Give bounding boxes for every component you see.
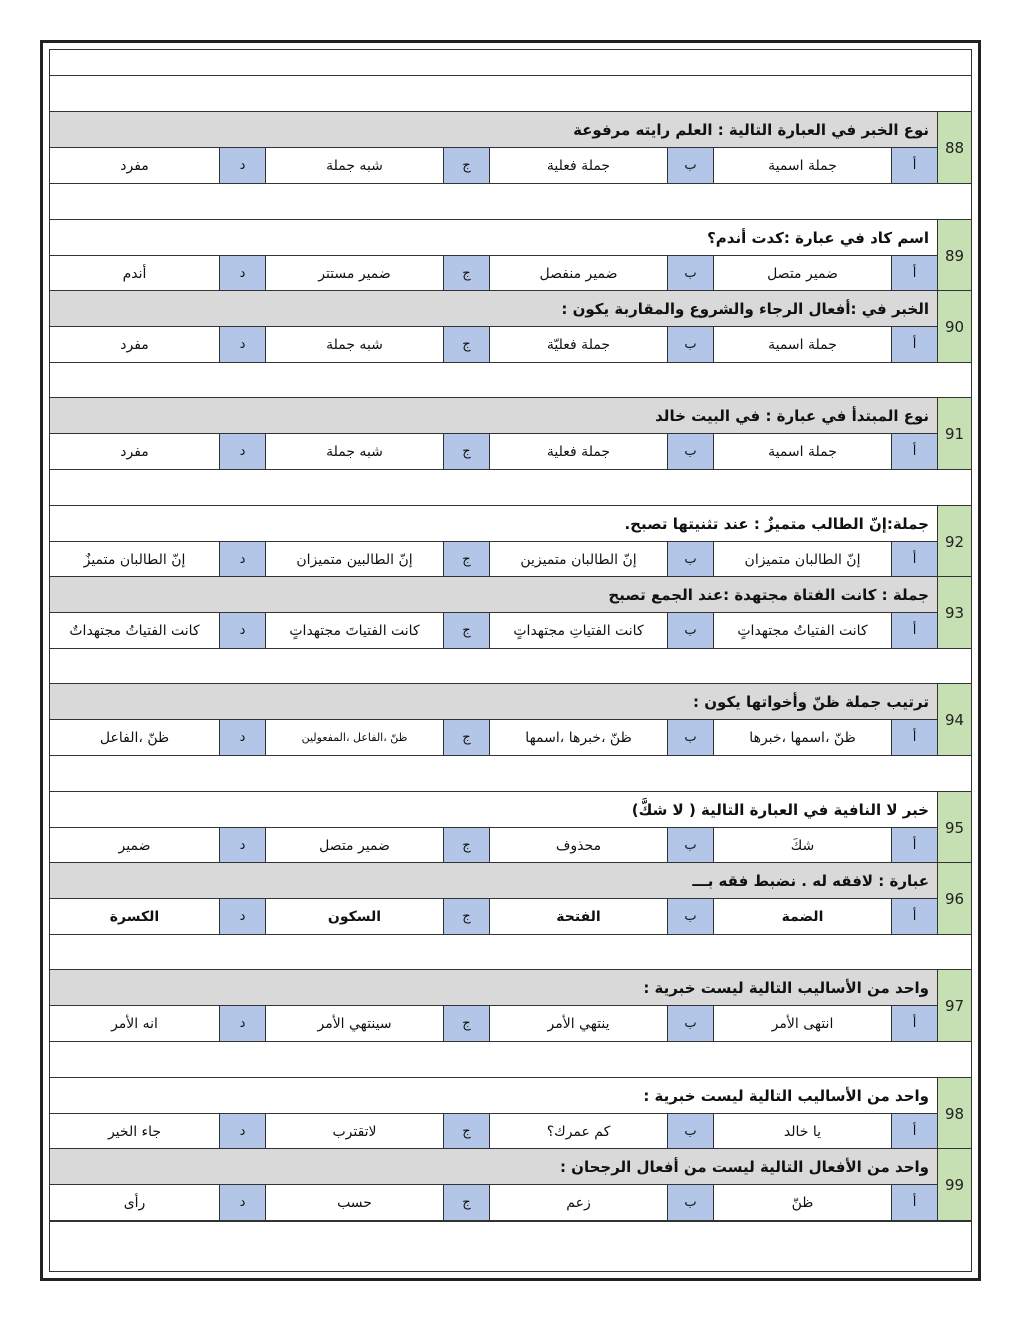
options-row — [50, 1185, 937, 1221]
question-text: نوع المبتدأ في عبارة : في البيت خالد — [50, 397, 937, 434]
option-letter: أ — [891, 256, 937, 291]
answer-option[interactable]: سينتهي الأمر — [265, 1006, 443, 1041]
question-text: اسم كاد في عبارة :كدت أندم؟ — [50, 219, 937, 256]
question-number: 95 — [937, 791, 971, 864]
option-letter: ب — [667, 434, 713, 469]
option-letter: ب — [667, 327, 713, 362]
answer-option[interactable]: الفتحة — [489, 899, 667, 934]
options-row — [50, 256, 937, 292]
options-row — [50, 1114, 937, 1150]
answer-option[interactable]: كانت الفتياتَ مجتهداتٍ — [265, 613, 443, 648]
option-letter: ب — [667, 148, 713, 183]
option-letter: ج — [443, 256, 489, 291]
option-letter: ج — [443, 613, 489, 648]
option-letter: د — [219, 148, 265, 183]
question-number: 93 — [937, 576, 971, 649]
option-letter: ب — [667, 1006, 713, 1041]
option-letter: أ — [891, 899, 937, 934]
answer-option[interactable]: ضمير مستتر — [265, 256, 443, 291]
answer-option[interactable]: جملة اسمية — [713, 434, 891, 469]
answer-option[interactable]: ظنّ — [713, 1185, 891, 1220]
option-letter: أ — [891, 434, 937, 469]
option-letter: ب — [667, 542, 713, 577]
option-letter: ج — [443, 542, 489, 577]
option-letter: أ — [891, 1114, 937, 1149]
option-letter: أ — [891, 1185, 937, 1220]
answer-option[interactable]: إنّ الطالبان متميزان — [713, 542, 891, 577]
answer-option[interactable]: جملة اسمية — [713, 148, 891, 183]
question-number: 98 — [937, 1077, 971, 1150]
question-text: خبر لا النافية في العبارة التالية ( لا شكَّ) — [50, 791, 937, 828]
answer-option[interactable]: أندم — [122, 265, 147, 282]
options-row — [50, 828, 937, 864]
option-letter: ب — [667, 1185, 713, 1220]
options-row — [50, 434, 937, 470]
option-letter: ج — [443, 720, 489, 755]
options-row — [50, 1006, 937, 1042]
options-row — [50, 327, 937, 363]
answer-option[interactable]: لاتقترب — [265, 1114, 443, 1149]
question-number: 88 — [937, 111, 971, 184]
answer-option[interactable]: ظنّ ،الفاعل ،المفعولين — [265, 720, 443, 755]
answer-option[interactable]: ضمير متصل — [265, 828, 443, 863]
answer-option[interactable]: انتهى الأمر — [713, 1006, 891, 1041]
answer-option[interactable]: جملة اسمية — [713, 327, 891, 362]
question-text: عبارة : لافقه له . نضبط فقه بـــ — [50, 862, 937, 899]
option-letter: د — [219, 256, 265, 291]
answer-option[interactable]: شبه جملة — [265, 327, 443, 362]
answer-option[interactable]: كانت الفتياتُ مجتهداتٌ — [69, 622, 200, 639]
options-row — [50, 720, 937, 756]
answer-option[interactable]: كانت الفتياتِ مجتهداتٍ — [489, 613, 667, 648]
option-letter: أ — [891, 327, 937, 362]
option-letter: أ — [891, 542, 937, 577]
answer-option[interactable]: جملة فعليّة — [489, 327, 667, 362]
answer-option[interactable]: يا خالد — [713, 1114, 891, 1149]
question-number: 94 — [937, 683, 971, 756]
option-letter: أ — [891, 828, 937, 863]
option-letter: أ — [891, 720, 937, 755]
answer-option[interactable]: مفرد — [120, 336, 149, 353]
option-letter: ج — [443, 1114, 489, 1149]
option-letter: د — [219, 720, 265, 755]
answer-option[interactable]: زعم — [489, 1185, 667, 1220]
question-text: واحد من الأفعال التالية ليست من أفعال الرجحان : — [50, 1148, 937, 1185]
question-number: 89 — [937, 219, 971, 292]
option-letter: د — [219, 1114, 265, 1149]
option-letter: ج — [443, 828, 489, 863]
option-letter: ج — [443, 148, 489, 183]
row-divider — [50, 1221, 971, 1222]
answer-option[interactable]: ظنّ ،خبرها ،اسمها — [489, 720, 667, 755]
question-table — [49, 49, 972, 1272]
question-number: 96 — [937, 862, 971, 935]
option-letter: ج — [443, 899, 489, 934]
answer-option[interactable]: إنّ الطالبين متميزان — [265, 542, 443, 577]
question-text: جملة : كانت الفتاة مجتهدة :عند الجمع تصبح — [50, 576, 937, 613]
question-text: ترتيب جملة ظنّ وأخواتها يكون : — [50, 683, 937, 720]
answer-option[interactable]: جملة فعلية — [489, 148, 667, 183]
question-number: 91 — [937, 397, 971, 470]
answer-option[interactable]: شبه جملة — [265, 148, 443, 183]
answer-option[interactable]: جملة فعلية — [489, 434, 667, 469]
question-text: جملة:إنّ الطالب متميزٌ : عند تثنيتها تصبح. — [50, 505, 937, 542]
option-letter: د — [219, 434, 265, 469]
answer-option[interactable]: جاء الخير — [107, 1123, 162, 1140]
question-text: نوع الخبر في العبارة التالية : العلم رايته مرفوعة — [50, 111, 937, 148]
question-text: الخبر في :أفعال الرجاء والشروع والمقاربة يكون : — [50, 290, 937, 327]
option-letter: أ — [891, 613, 937, 648]
option-letter: أ — [891, 148, 937, 183]
answer-option[interactable]: انه الأمر — [111, 1015, 158, 1032]
question-number: 90 — [937, 290, 971, 363]
option-letter: ب — [667, 613, 713, 648]
question-number: 97 — [937, 969, 971, 1042]
answer-option[interactable]: مفرد — [120, 157, 149, 174]
answer-option[interactable]: كم عمرك؟ — [489, 1114, 667, 1149]
option-letter: د — [219, 327, 265, 362]
option-letter: د — [219, 1006, 265, 1041]
answer-option[interactable]: ضمير منفصل — [489, 256, 667, 291]
answer-option[interactable]: مفرد — [120, 443, 149, 460]
question-text: واحد من الأساليب التالية ليست خبرية : — [50, 969, 937, 1006]
answer-option[interactable]: إنّ الطالبان متميزين — [489, 542, 667, 577]
option-letter: ب — [667, 256, 713, 291]
option-letter: ج — [443, 327, 489, 362]
answer-option[interactable]: ظنّ ،الفاعل — [99, 729, 170, 746]
answer-option[interactable]: ضمير متصل — [713, 256, 891, 291]
option-letter: ب — [667, 720, 713, 755]
answer-option[interactable]: ظنّ ،اسمها ،خبرها — [713, 720, 891, 755]
option-letter: ج — [443, 1006, 489, 1041]
answer-option[interactable]: شكَ — [713, 828, 891, 863]
options-row — [50, 148, 937, 184]
answer-option[interactable]: ضمير — [118, 837, 151, 854]
option-letter: د — [219, 613, 265, 648]
option-letter: ج — [443, 1185, 489, 1220]
option-letter: ب — [667, 1114, 713, 1149]
answer-option[interactable]: محذوف — [489, 828, 667, 863]
option-letter: د — [219, 1185, 265, 1220]
options-row — [50, 899, 937, 935]
answer-option[interactable]: كانت الفتياتُ مجتهداتٍ — [713, 613, 891, 648]
option-letter: ب — [667, 899, 713, 934]
row-divider — [50, 75, 971, 76]
option-letter: ب — [667, 828, 713, 863]
answer-option[interactable]: السكون — [265, 899, 443, 934]
page-frame — [40, 40, 981, 1281]
question-number: 92 — [937, 505, 971, 578]
option-letter: د — [219, 899, 265, 934]
option-letter: د — [219, 828, 265, 863]
answer-option[interactable]: ينتهي الأمر — [489, 1006, 667, 1041]
option-letter: ج — [443, 434, 489, 469]
answer-option[interactable]: إنّ الطالبان متميزٌ — [83, 551, 186, 568]
option-letter: أ — [891, 1006, 937, 1041]
answer-option[interactable]: شبه جملة — [265, 434, 443, 469]
options-row — [50, 613, 937, 649]
options-row — [50, 542, 937, 578]
question-text: واحد من الأساليب التالية ليست خبرية : — [50, 1077, 937, 1114]
option-letter: د — [219, 542, 265, 577]
answer-option[interactable]: رأى — [123, 1194, 146, 1211]
answer-option[interactable]: حسب — [265, 1185, 443, 1220]
answer-option[interactable]: الكسرة — [109, 908, 160, 925]
answer-option[interactable]: الضمة — [713, 899, 891, 934]
question-number: 99 — [937, 1148, 971, 1221]
